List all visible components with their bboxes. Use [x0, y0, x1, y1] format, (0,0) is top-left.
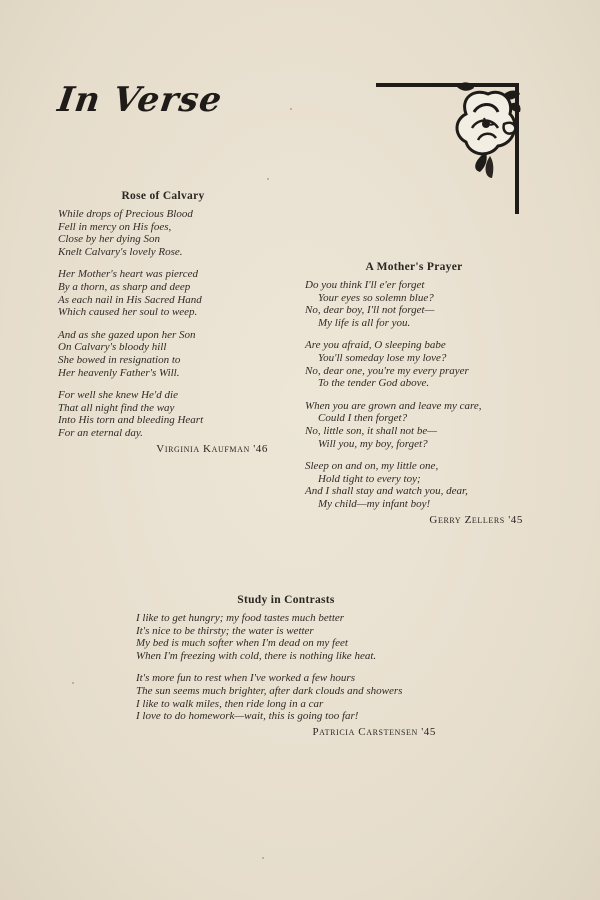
poem-line: My life is all for you. [318, 316, 411, 329]
poem-line: My bed is much softer when I'm dead on my feet [136, 637, 348, 650]
poem-line: Fell in mercy on His foes, [58, 220, 172, 233]
stanza [305, 400, 523, 450]
paper-speck [72, 682, 74, 684]
poem-line: When I'm freezing with cold, there is nothing like heat. [136, 649, 377, 662]
poem-line: It's nice to be thirsty; the water is wetter [136, 624, 314, 637]
paper-speck [290, 108, 292, 110]
poem-line: It's more fun to rest when I've worked a few hours [136, 672, 355, 685]
poem-study-in-contrasts [136, 594, 436, 738]
poem-line: Which caused her soul to weep. [58, 306, 198, 319]
poem-line: For an eternal day. [58, 426, 143, 439]
stanza [58, 389, 268, 439]
poem-line: No, dear boy, I'll not forget— [305, 304, 435, 317]
page-title: In Verse [55, 80, 225, 120]
poem-author: Virginia Kaufman '46 [156, 442, 268, 455]
poem-author: Patricia Carstensen '45 [312, 725, 436, 738]
poem-line: Knelt Calvary's lovely Rose. [58, 245, 183, 258]
paper-speck [267, 178, 269, 180]
poem-line: That all night find the way [58, 401, 175, 414]
stanza [58, 208, 268, 258]
poem-author: Gerry Zellers '45 [429, 513, 523, 526]
poem-line: No, dear one, you're my every prayer [305, 364, 469, 377]
poem-line: My child—my infant boy! [318, 497, 431, 510]
poem-line: I like to get hungry; my food tastes much better [136, 612, 345, 624]
poem-line: The sun seems much brighter, after dark clouds and showers [136, 684, 403, 697]
poem-line: On Calvary's bloody hill [58, 341, 167, 354]
poem-line: Are you afraid, O sleeping babe [305, 339, 446, 352]
paper-speck [262, 857, 264, 859]
poem-line: Hold tight to every toy; [318, 472, 421, 485]
stanza [136, 612, 436, 662]
poem-line: Sleep on and on, my little one, [305, 460, 439, 473]
stanza [305, 279, 523, 329]
poem-line: Her Mother's heart was pierced [58, 268, 199, 281]
stanza [305, 339, 523, 389]
poem-line: By a thorn, as sharp and deep [58, 280, 191, 293]
floral-corner-ornament-icon [374, 74, 524, 216]
poem-title: Rose of Calvary [121, 190, 205, 202]
poem-line: As each nail in His Sacred Hand [58, 293, 202, 306]
poem-line: Your eyes so solemn blue? [318, 291, 434, 304]
poem-line: She bowed in resignation to [58, 353, 181, 366]
poem-line: Her heavenly Father's Will. [58, 366, 180, 379]
poem-line: While drops of Precious Blood [58, 208, 193, 220]
poem-title: Study in Contrasts [237, 594, 335, 606]
poem-line: I love to do homework—wait, this is going too far! [136, 710, 359, 723]
poem-line: To the tender God above. [318, 377, 430, 390]
poem-line: Close by her dying Son [58, 233, 161, 246]
poem-line: No, little son, it shall not be— [305, 424, 438, 437]
poem-line: And as she gazed upon her Son [58, 328, 196, 341]
stanza [136, 672, 436, 722]
stanza [58, 268, 268, 318]
poem-line: Into His torn and bleeding Heart [58, 414, 204, 427]
stanza [305, 460, 523, 510]
poem-title: A Mother's Prayer [365, 261, 463, 273]
poem-a-mothers-prayer [305, 261, 523, 526]
poem-line: I like to walk miles, then ride long in a car [136, 697, 324, 710]
poem-line: Do you think I'll e'er forget [305, 279, 425, 291]
stanza [58, 329, 268, 379]
poem-rose-of-calvary [58, 190, 268, 455]
poem-line: For well she knew He'd die [58, 389, 178, 402]
poem-line: And I shall stay and watch you, dear, [305, 485, 468, 498]
poem-line: When you are grown and leave my care, [305, 399, 482, 412]
poem-line: You'll someday lose my love? [318, 351, 447, 364]
poem-line: Could I then forget? [318, 412, 408, 425]
poem-line: Will you, my boy, forget? [318, 437, 428, 450]
